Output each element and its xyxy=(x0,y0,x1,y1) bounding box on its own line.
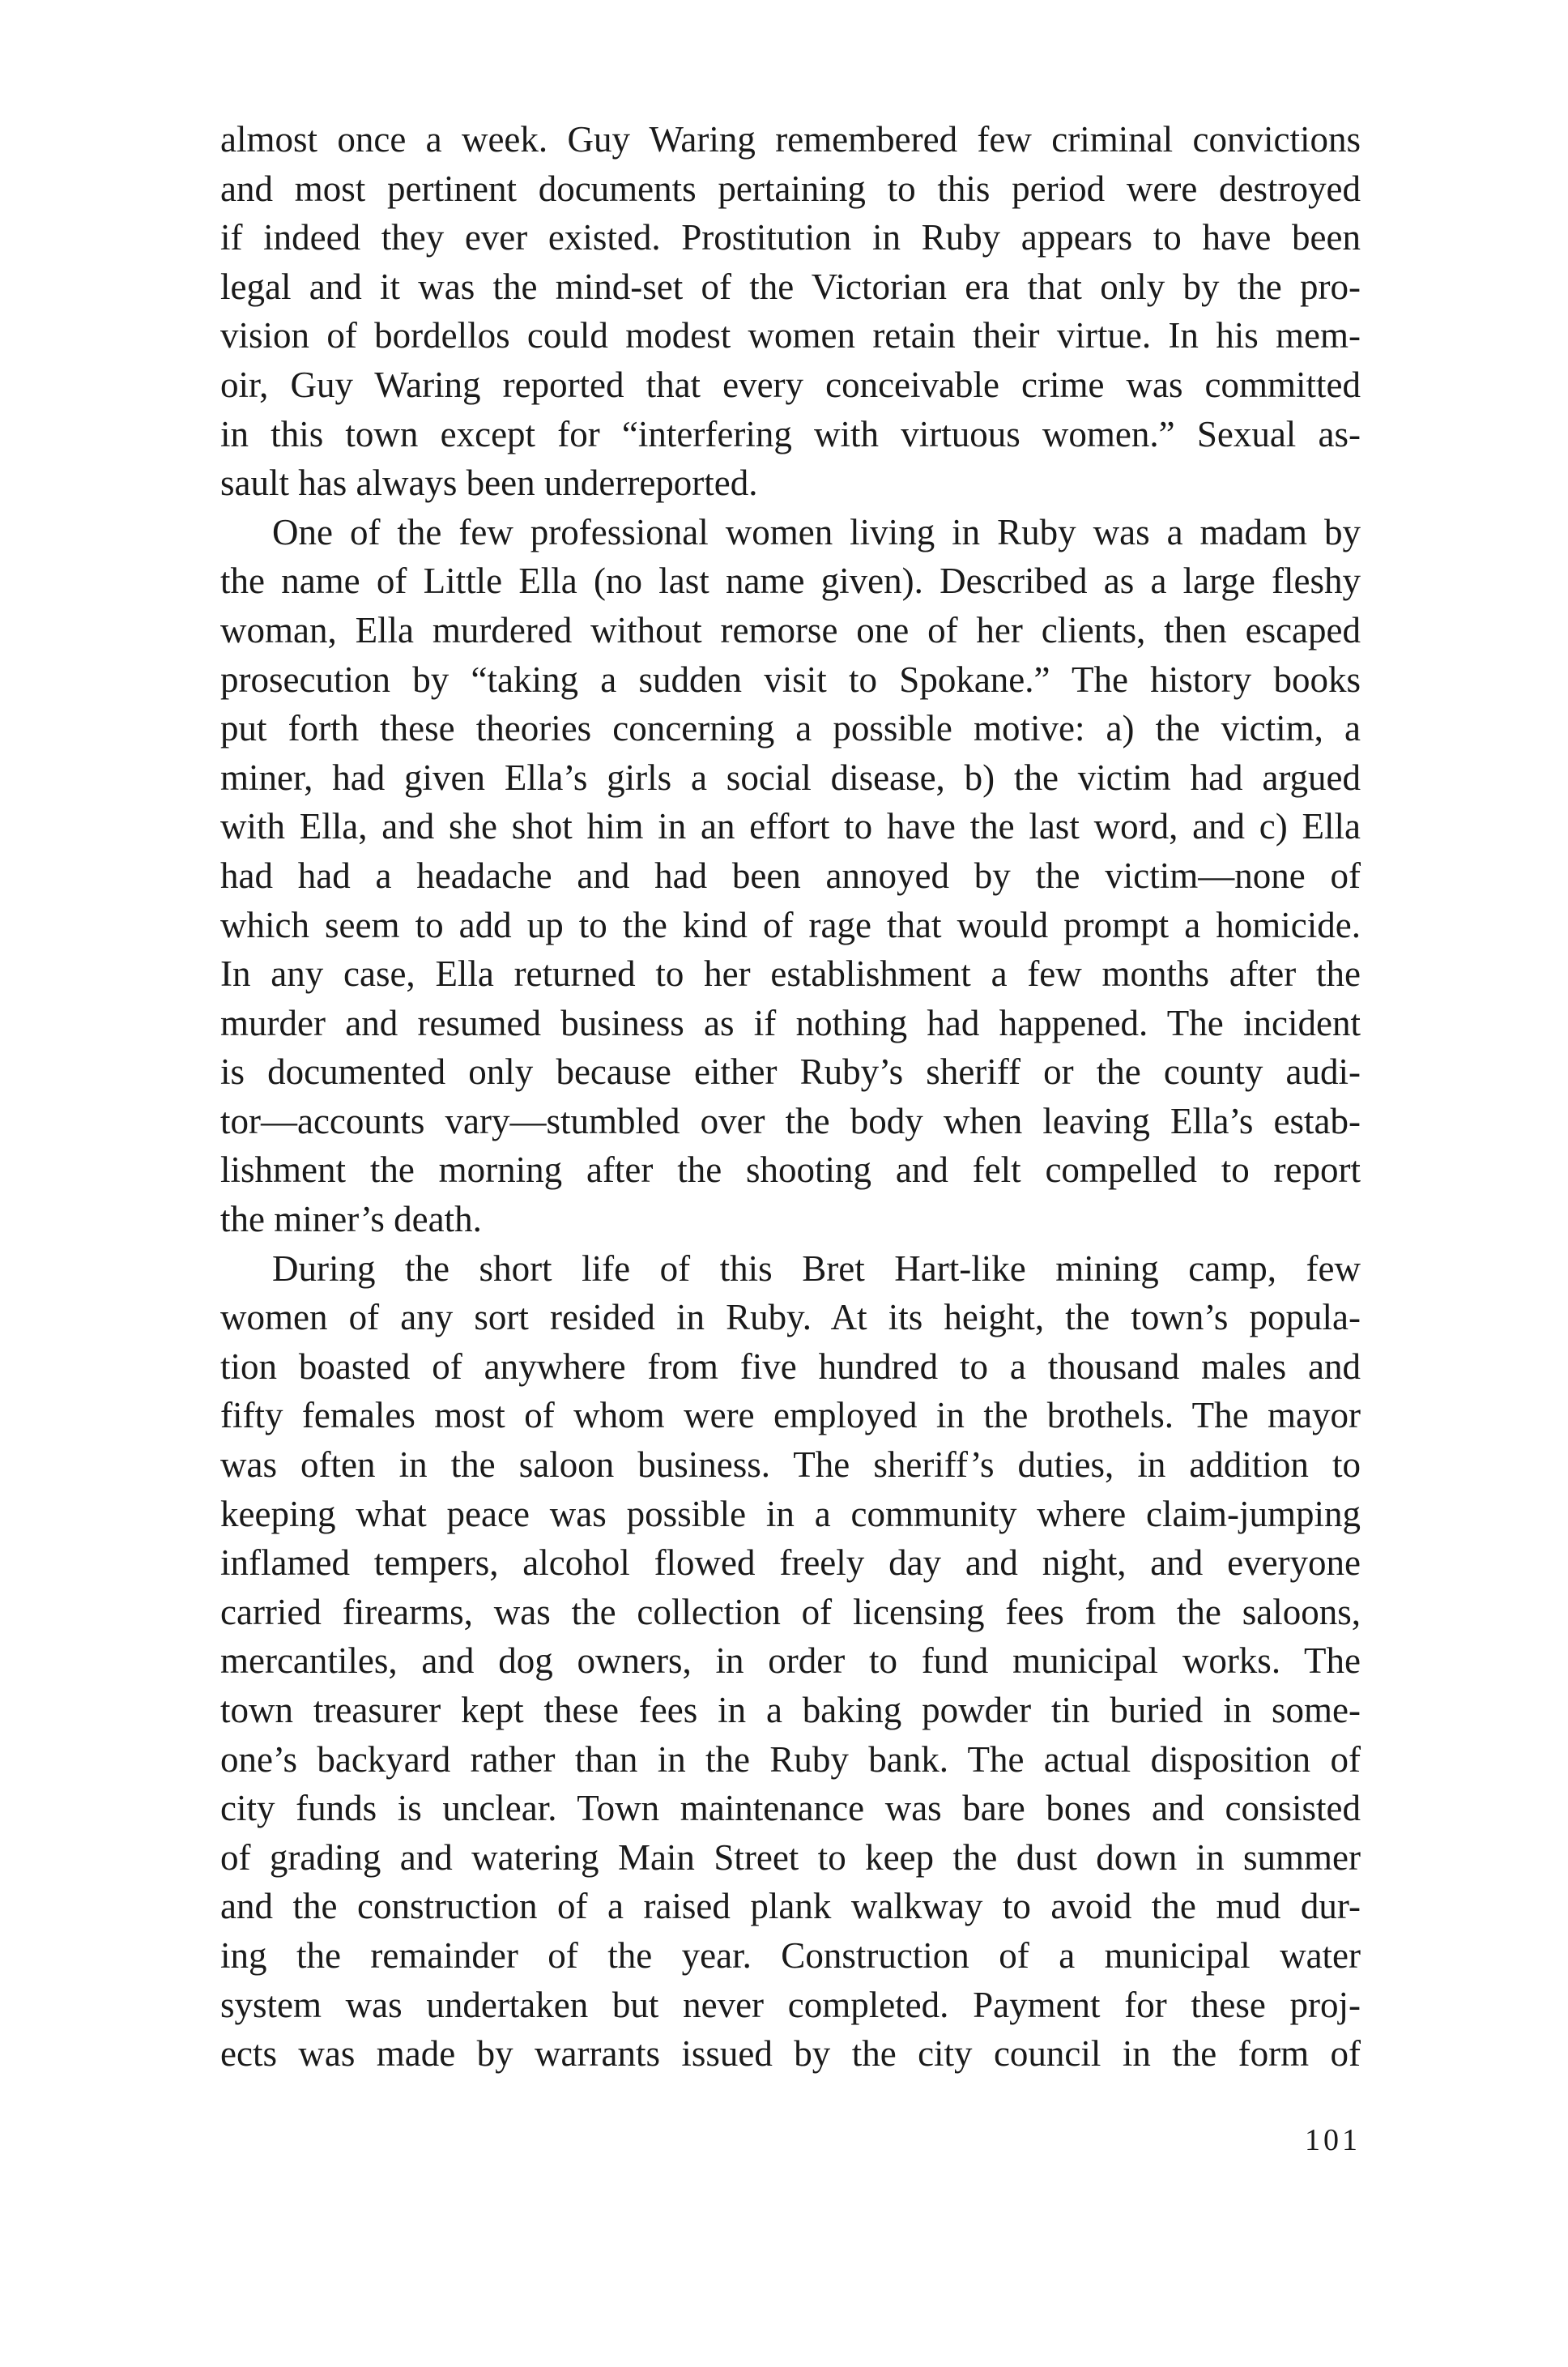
text-line: woman, Ella murdered without remorse one of her clients, then escaped xyxy=(220,609,1361,650)
text-line: miner, had given Ella’s girls a social disease, b) the victim had argued xyxy=(220,757,1361,798)
text-line: if indeed they ever existed. Prostitution in Ruby appears to have been xyxy=(220,217,1361,258)
text-line: almost once a week. Guy Waring remembered few criminal convictions xyxy=(220,119,1361,160)
text-line: ects was made by warrants issued by the city council in the form of xyxy=(220,2033,1361,2075)
text-line: vision of bordellos could modest women retain their virtue. In his mem- xyxy=(220,315,1361,356)
text-line: was often in the saloon business. The sheriff’s duties, in addition to xyxy=(220,1444,1361,1486)
text-line: tor—accounts vary—stumbled over the body when leaving Ella’s estab- xyxy=(220,1100,1361,1141)
page-number: 101 xyxy=(1305,2123,1361,2157)
text-line: put forth these theories concerning a possible motive: a) the victim, a xyxy=(220,708,1361,749)
text-line: fifty females most of whom were employed in the brothels. The mayor xyxy=(220,1395,1361,1436)
text-line: carried firearms, was the collection of licensing fees from the saloons, xyxy=(220,1591,1361,1632)
text-line: lishment the morning after the shooting and felt compelled to report xyxy=(220,1149,1361,1191)
text-line: in this town except for “interfering with virtuous women.” Sexual as- xyxy=(220,413,1361,454)
text-line: which seem to add up to the kind of rage that would prompt a homicide. xyxy=(220,904,1361,945)
text-line: and the construction of a raised plank walkway to avoid the mud dur- xyxy=(220,1886,1361,1927)
paragraph-first-line: One of the few professional women living in Ruby was a madam by xyxy=(272,511,1361,552)
text-line: prosecution by “taking a sudden visit to Spokane.” The history books xyxy=(220,659,1361,700)
text-line: ing the remainder of the year. Construction of a municipal water xyxy=(220,1934,1361,1976)
text-line: women of any sort resided in Ruby. At its height, the town’s popula- xyxy=(220,1297,1361,1338)
paragraph-first-line: During the short life of this Bret Hart-like mining camp, few xyxy=(272,1247,1361,1289)
text-line: legal and it was the mind-set of the Victorian era that only by the pro- xyxy=(220,266,1361,307)
text-line: one’s backyard rather than in the Ruby bank. The actual disposition of xyxy=(220,1738,1361,1780)
text-line: inflamed tempers, alcohol flowed freely day and night, and everyone xyxy=(220,1542,1361,1584)
text-line: with Ella, and she shot him in an effort to have the last word, and c) Ella xyxy=(220,806,1361,847)
text-line: the miner’s death. xyxy=(220,1199,482,1240)
text-line: city funds is unclear. Town maintenance was bare bones and consisted xyxy=(220,1788,1361,1829)
text-line: murder and resumed business as if nothing had happened. The incident xyxy=(220,1002,1361,1043)
text-line: the name of Little Ella (no last name given). Described as a large fleshy xyxy=(220,561,1361,602)
text-line: is documented only because either Ruby’s sheriff or the county audi- xyxy=(220,1051,1361,1093)
text-line: and most pertinent documents pertaining to this period were destroyed xyxy=(220,168,1361,209)
text-line: sault has always been underreported. xyxy=(220,463,758,504)
text-line: keeping what peace was possible in a community where claim-jumping xyxy=(220,1493,1361,1534)
text-line: system was undertaken but never completed. Payment for these proj- xyxy=(220,1984,1361,2025)
text-line: of grading and watering Main Street to keep the dust down in summer xyxy=(220,1836,1361,1878)
text-line: tion boasted of anywhere from five hundred to a thousand males and xyxy=(220,1346,1361,1387)
text-line: mercantiles, and dog owners, in order to fund municipal works. The xyxy=(220,1640,1361,1682)
body-text xyxy=(220,115,1361,2079)
text-line: had had a headache and had been annoyed by the victim—none of xyxy=(220,855,1361,896)
text-line: town treasurer kept these fees in a baking powder tin buried in some- xyxy=(220,1690,1361,1730)
text-line: oir, Guy Waring reported that every conceivable crime was committed xyxy=(220,364,1361,405)
text-line: In any case, Ella returned to her establishment a few months after the xyxy=(220,953,1361,995)
